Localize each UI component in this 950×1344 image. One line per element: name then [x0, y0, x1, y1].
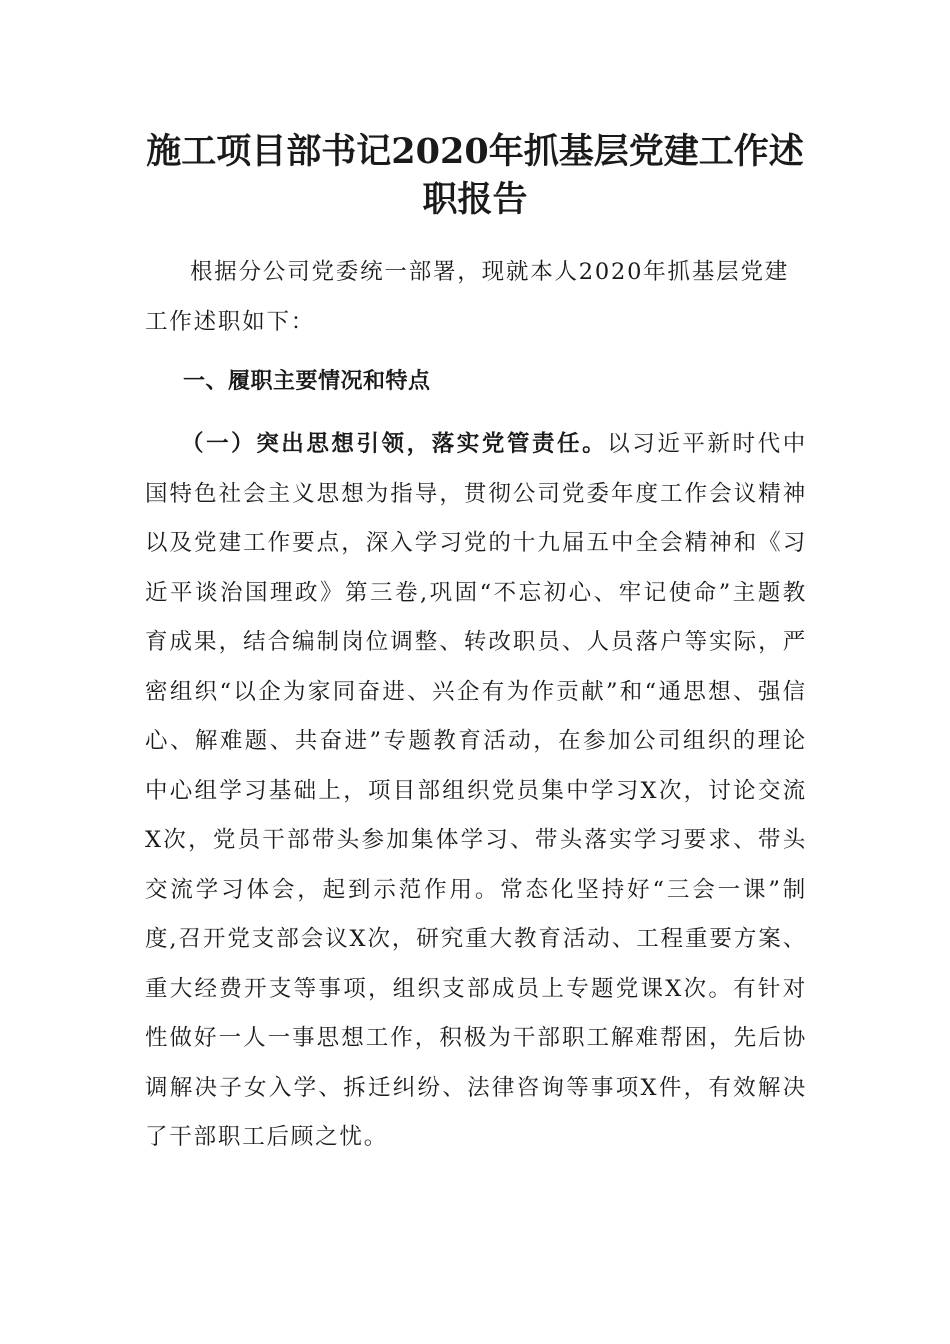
document-title-line-1: 施工项目部书记2020年抓基层党建工作述 — [146, 131, 804, 172]
intro-paragraph: 根据分公司党委统一部署，现就本人2020年抓基层党建工作述职如下： — [145, 259, 790, 335]
section-1-lead: （一）突出思想引领，落实党管责任。 — [181, 431, 608, 457]
document-title-line-2: 职报告 — [422, 179, 528, 220]
section-heading-1: 一、履职主要情况和特点 — [183, 369, 431, 394]
section-1-body: 以习近平新时代中国特色社会主义思想为指导，贯彻公司党委年度工作会议精神以及党建工作要点，深入学习党的十九届五中全会精神和《习近平谈治国理政》第三卷,巩固“不忘初心、牢记使命”主题教育成果，结合编制岗位调整、转改职员、人员落户等实际，严密组织“以企为家同奋进、兴企有为作贡献”和“通思想、强信心、解难题、共奋进”专题教育活动，在参加公司组织的理论中心组学习基础上，项目部组织党员集中学习X次，讨论交流X次，党员干部带头参加集体学习、带头落实学习要求、带头交流学习体会，起到示范作用。常态化坚持好“三会一课”制度,召开党支部会议X次，研究重大教育活动、工程重要方案、重大经费开支等事项，组织支部成员上专题党课X次。有针对性做好一人一事思想工作，积极为干部职工解难帮困，先后协调解决子女入学、拆迁纠纷、法律咨询等事项X件，有效解决了干部职工后顾之忧。 — [145, 431, 807, 1150]
section-1-paragraph — [145, 420, 807, 1163]
